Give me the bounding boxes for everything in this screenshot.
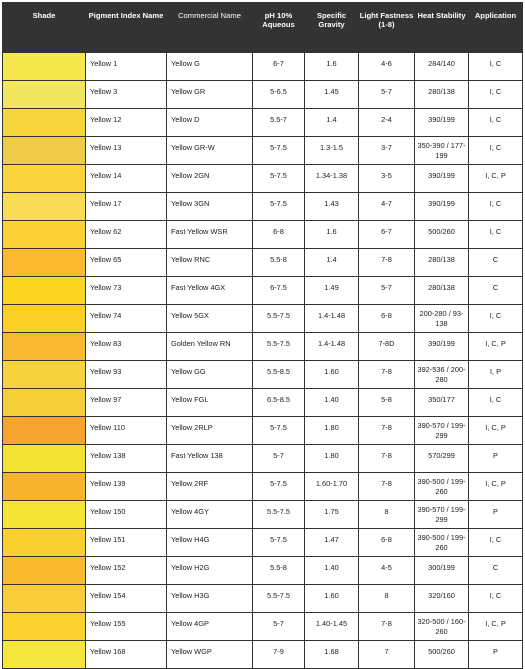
application-cell: P	[469, 501, 523, 529]
light-fastness-cell: 8	[359, 501, 415, 529]
commercial-name-cell: Fast Yellow 138	[167, 445, 253, 473]
specific-gravity-cell: 1.6	[305, 221, 359, 249]
light-fastness-cell: 7	[359, 641, 415, 669]
color-swatch	[3, 529, 85, 556]
header-light-fastness: Light Fastness (1-8)	[359, 3, 415, 53]
pigment-index-cell: Yellow 73	[86, 277, 167, 305]
application-cell: I, C, P	[469, 417, 523, 445]
color-swatch	[3, 501, 85, 528]
commercial-name-cell: Yellow D	[167, 109, 253, 137]
table-row	[3, 53, 523, 81]
ph-cell: 6.5-8.5	[253, 389, 305, 417]
ph-cell: 5.5-7.5	[253, 305, 305, 333]
heat-stability-cell: 570/299	[415, 445, 469, 473]
ph-cell: 7-9	[253, 641, 305, 669]
application-cell: C	[469, 557, 523, 585]
pigment-index-cell: Yellow 62	[86, 221, 167, 249]
specific-gravity-cell: 1.60	[305, 585, 359, 613]
shade-cell	[3, 585, 86, 613]
specific-gravity-cell: 1.4	[305, 109, 359, 137]
heat-stability-cell: 390-570 / 199-299	[415, 417, 469, 445]
heat-stability-cell: 390/199	[415, 109, 469, 137]
application-cell: I, C, P	[469, 613, 523, 641]
shade-cell	[3, 473, 86, 501]
commercial-name-cell: Yellow H4G	[167, 529, 253, 557]
light-fastness-cell: 4-6	[359, 53, 415, 81]
heat-stability-cell: 390/199	[415, 333, 469, 361]
light-fastness-cell: 6-7	[359, 221, 415, 249]
color-swatch	[3, 137, 85, 164]
light-fastness-cell: 5-8	[359, 389, 415, 417]
light-fastness-cell: 7-8	[359, 417, 415, 445]
heat-stability-cell: 350/177	[415, 389, 469, 417]
ph-cell: 5-7	[253, 613, 305, 641]
pigment-index-cell: Yellow 152	[86, 557, 167, 585]
commercial-name-cell: Yellow G	[167, 53, 253, 81]
heat-stability-cell: 392-536 / 200-280	[415, 361, 469, 389]
shade-cell	[3, 53, 86, 81]
table-row	[3, 417, 523, 445]
ph-cell: 5.5-7.5	[253, 333, 305, 361]
ph-cell: 5-6.5	[253, 81, 305, 109]
specific-gravity-cell: 1.34-1.38	[305, 165, 359, 193]
ph-cell: 5.5-8	[253, 249, 305, 277]
pigment-index-cell: Yellow 93	[86, 361, 167, 389]
specific-gravity-cell: 1.80	[305, 445, 359, 473]
application-cell: I, C	[469, 193, 523, 221]
commercial-name-cell: Fast Yellow 4GX	[167, 277, 253, 305]
color-swatch	[3, 389, 85, 416]
shade-cell	[3, 109, 86, 137]
pigment-index-cell: Yellow 151	[86, 529, 167, 557]
header-heat-stability: Heat Stability	[415, 3, 469, 53]
pigment-index-cell: Yellow 1	[86, 53, 167, 81]
specific-gravity-cell: 1.4-1.48	[305, 305, 359, 333]
shade-cell	[3, 137, 86, 165]
table-row	[3, 641, 523, 669]
header-application: Application	[469, 3, 523, 53]
light-fastness-cell: 7-8	[359, 473, 415, 501]
table-row	[3, 445, 523, 473]
ph-cell: 5-7.5	[253, 473, 305, 501]
commercial-name-cell: Yellow 2GN	[167, 165, 253, 193]
color-swatch	[3, 193, 85, 220]
ph-cell: 5-7	[253, 445, 305, 473]
ph-cell: 5.5-7.5	[253, 501, 305, 529]
commercial-name-cell: Yellow FGL	[167, 389, 253, 417]
heat-stability-cell: 284/140	[415, 53, 469, 81]
pigment-index-cell: Yellow 110	[86, 417, 167, 445]
pigment-index-cell: Yellow 14	[86, 165, 167, 193]
specific-gravity-cell: 1.4-1.48	[305, 333, 359, 361]
application-cell: I, C	[469, 529, 523, 557]
shade-cell	[3, 529, 86, 557]
ph-cell: 5-7.5	[253, 529, 305, 557]
specific-gravity-cell: 1.40	[305, 389, 359, 417]
table-row	[3, 557, 523, 585]
heat-stability-cell: 350-390 / 177-199	[415, 137, 469, 165]
shade-cell	[3, 501, 86, 529]
color-swatch	[3, 249, 85, 276]
ph-cell: 5.5-7.5	[253, 585, 305, 613]
heat-stability-cell: 390/199	[415, 193, 469, 221]
table-row	[3, 585, 523, 613]
heat-stability-cell: 280/138	[415, 249, 469, 277]
commercial-name-cell: Yellow 3GN	[167, 193, 253, 221]
commercial-name-cell: Yellow WGP	[167, 641, 253, 669]
color-swatch	[3, 473, 85, 500]
ph-cell: 6-7.5	[253, 277, 305, 305]
table-row	[3, 81, 523, 109]
light-fastness-cell: 7-8	[359, 445, 415, 473]
light-fastness-cell: 6-8	[359, 305, 415, 333]
heat-stability-cell: 200-280 / 93-138	[415, 305, 469, 333]
shade-cell	[3, 305, 86, 333]
ph-cell: 5.5-7	[253, 109, 305, 137]
color-swatch	[3, 613, 85, 640]
shade-cell	[3, 361, 86, 389]
color-swatch	[3, 81, 85, 108]
color-swatch	[3, 221, 85, 248]
pigment-index-cell: Yellow 12	[86, 109, 167, 137]
ph-cell: 5-7.5	[253, 193, 305, 221]
table-row	[3, 473, 523, 501]
table-row	[3, 361, 523, 389]
specific-gravity-cell: 1.80	[305, 417, 359, 445]
pigment-index-cell: Yellow 168	[86, 641, 167, 669]
table-row	[3, 109, 523, 137]
ph-cell: 6-7	[253, 53, 305, 81]
application-cell: I, C	[469, 585, 523, 613]
application-cell: I, P	[469, 361, 523, 389]
heat-stability-cell: 300/199	[415, 557, 469, 585]
table-row	[3, 137, 523, 165]
light-fastness-cell: 5-7	[359, 81, 415, 109]
table-row	[3, 165, 523, 193]
pigment-index-cell: Yellow 97	[86, 389, 167, 417]
commercial-name-cell: Yellow 2RLP	[167, 417, 253, 445]
heat-stability-cell: 320/160	[415, 585, 469, 613]
pigment-index-cell: Yellow 139	[86, 473, 167, 501]
commercial-name-cell: Yellow 5GX	[167, 305, 253, 333]
color-swatch	[3, 557, 85, 584]
pigment-index-cell: Yellow 150	[86, 501, 167, 529]
commercial-name-cell: Yellow 2RF	[167, 473, 253, 501]
pigment-index-cell: Yellow 138	[86, 445, 167, 473]
pigment-table	[2, 2, 523, 669]
ph-cell: 5-7.5	[253, 417, 305, 445]
application-cell: I, C	[469, 53, 523, 81]
heat-stability-cell: 390/199	[415, 165, 469, 193]
commercial-name-cell: Yellow H3G	[167, 585, 253, 613]
shade-cell	[3, 445, 86, 473]
light-fastness-cell: 4-5	[359, 557, 415, 585]
light-fastness-cell: 7-8D	[359, 333, 415, 361]
specific-gravity-cell: 1.49	[305, 277, 359, 305]
header-specific-gravity: Specific Gravity	[305, 3, 359, 53]
shade-cell	[3, 333, 86, 361]
specific-gravity-cell: 1.45	[305, 81, 359, 109]
heat-stability-cell: 500/260	[415, 221, 469, 249]
light-fastness-cell: 7-8	[359, 361, 415, 389]
color-swatch	[3, 445, 85, 472]
light-fastness-cell: 7-8	[359, 249, 415, 277]
light-fastness-cell: 8	[359, 585, 415, 613]
heat-stability-cell: 280/138	[415, 277, 469, 305]
light-fastness-cell: 5-7	[359, 277, 415, 305]
light-fastness-cell: 6-8	[359, 529, 415, 557]
color-swatch	[3, 277, 85, 304]
specific-gravity-cell: 1.3-1.5	[305, 137, 359, 165]
application-cell: I, C, P	[469, 473, 523, 501]
commercial-name-cell: Yellow GG	[167, 361, 253, 389]
pigment-index-cell: Yellow 155	[86, 613, 167, 641]
pigment-index-cell: Yellow 65	[86, 249, 167, 277]
specific-gravity-cell: 1.40-1.45	[305, 613, 359, 641]
application-cell: I, C	[469, 81, 523, 109]
color-swatch	[3, 305, 85, 332]
specific-gravity-cell: 1.40	[305, 557, 359, 585]
pigment-table-container	[2, 2, 522, 669]
color-swatch	[3, 333, 85, 360]
specific-gravity-cell: 1.43	[305, 193, 359, 221]
color-swatch	[3, 109, 85, 136]
commercial-name-cell: Yellow RNC	[167, 249, 253, 277]
table-row	[3, 389, 523, 417]
specific-gravity-cell: 1.60-1.70	[305, 473, 359, 501]
heat-stability-cell: 390-500 / 199-260	[415, 473, 469, 501]
application-cell: I, C	[469, 109, 523, 137]
application-cell: I, C	[469, 137, 523, 165]
commercial-name-cell: Yellow H2G	[167, 557, 253, 585]
application-cell: C	[469, 277, 523, 305]
color-swatch	[3, 53, 85, 80]
ph-cell: 6-8	[253, 221, 305, 249]
application-cell: I, C	[469, 389, 523, 417]
shade-cell	[3, 249, 86, 277]
light-fastness-cell: 3-7	[359, 137, 415, 165]
shade-cell	[3, 165, 86, 193]
table-row	[3, 277, 523, 305]
table-row	[3, 249, 523, 277]
shade-cell	[3, 613, 86, 641]
light-fastness-cell: 2-4	[359, 109, 415, 137]
shade-cell	[3, 277, 86, 305]
shade-cell	[3, 193, 86, 221]
shade-cell	[3, 557, 86, 585]
color-swatch	[3, 585, 85, 612]
application-cell: I, C	[469, 305, 523, 333]
heat-stability-cell: 280/138	[415, 81, 469, 109]
commercial-name-cell: Yellow GR-W	[167, 137, 253, 165]
ph-cell: 5-7.5	[253, 165, 305, 193]
pigment-index-cell: Yellow 83	[86, 333, 167, 361]
header-shade: Shade	[3, 3, 86, 53]
pigment-index-cell: Yellow 13	[86, 137, 167, 165]
table-row	[3, 501, 523, 529]
ph-cell: 5-7.5	[253, 137, 305, 165]
application-cell: P	[469, 445, 523, 473]
specific-gravity-cell: 1.6	[305, 53, 359, 81]
heat-stability-cell: 500/260	[415, 641, 469, 669]
specific-gravity-cell: 1.68	[305, 641, 359, 669]
commercial-name-cell: Golden Yellow RN	[167, 333, 253, 361]
table-row	[3, 613, 523, 641]
application-cell: P	[469, 641, 523, 669]
heat-stability-cell: 390-500 / 199-260	[415, 529, 469, 557]
ph-cell: 5.5-8.5	[253, 361, 305, 389]
shade-cell	[3, 641, 86, 669]
ph-cell: 5.5-8	[253, 557, 305, 585]
header-ph: pH 10% Aqueous	[253, 3, 305, 53]
header-pigment-index: Pigment Index Name	[86, 3, 167, 53]
light-fastness-cell: 4-7	[359, 193, 415, 221]
shade-cell	[3, 221, 86, 249]
heat-stability-cell: 320-500 / 160-260	[415, 613, 469, 641]
specific-gravity-cell: 1.75	[305, 501, 359, 529]
commercial-name-cell: Yellow GR	[167, 81, 253, 109]
specific-gravity-cell: 1.4	[305, 249, 359, 277]
light-fastness-cell: 3-5	[359, 165, 415, 193]
table-row	[3, 305, 523, 333]
specific-gravity-cell: 1.60	[305, 361, 359, 389]
table-body	[3, 53, 523, 669]
pigment-index-cell: Yellow 17	[86, 193, 167, 221]
table-row	[3, 333, 523, 361]
commercial-name-cell: Yellow 4GY	[167, 501, 253, 529]
table-row	[3, 221, 523, 249]
application-cell: I, C	[469, 221, 523, 249]
application-cell: I, C, P	[469, 165, 523, 193]
pigment-index-cell: Yellow 154	[86, 585, 167, 613]
header-row	[3, 3, 523, 53]
table-row	[3, 193, 523, 221]
pigment-index-cell: Yellow 3	[86, 81, 167, 109]
shade-cell	[3, 81, 86, 109]
application-cell: C	[469, 249, 523, 277]
table-row	[3, 529, 523, 557]
heat-stability-cell: 390-570 / 199-299	[415, 501, 469, 529]
header-commercial-name: Commercial Name	[167, 3, 253, 53]
color-swatch	[3, 641, 85, 668]
pigment-index-cell: Yellow 74	[86, 305, 167, 333]
color-swatch	[3, 417, 85, 444]
color-swatch	[3, 165, 85, 192]
commercial-name-cell: Yellow 4GP	[167, 613, 253, 641]
application-cell: I, C, P	[469, 333, 523, 361]
color-swatch	[3, 361, 85, 388]
light-fastness-cell: 7-8	[359, 613, 415, 641]
specific-gravity-cell: 1.47	[305, 529, 359, 557]
shade-cell	[3, 417, 86, 445]
shade-cell	[3, 389, 86, 417]
commercial-name-cell: Fast Yellow WSR	[167, 221, 253, 249]
